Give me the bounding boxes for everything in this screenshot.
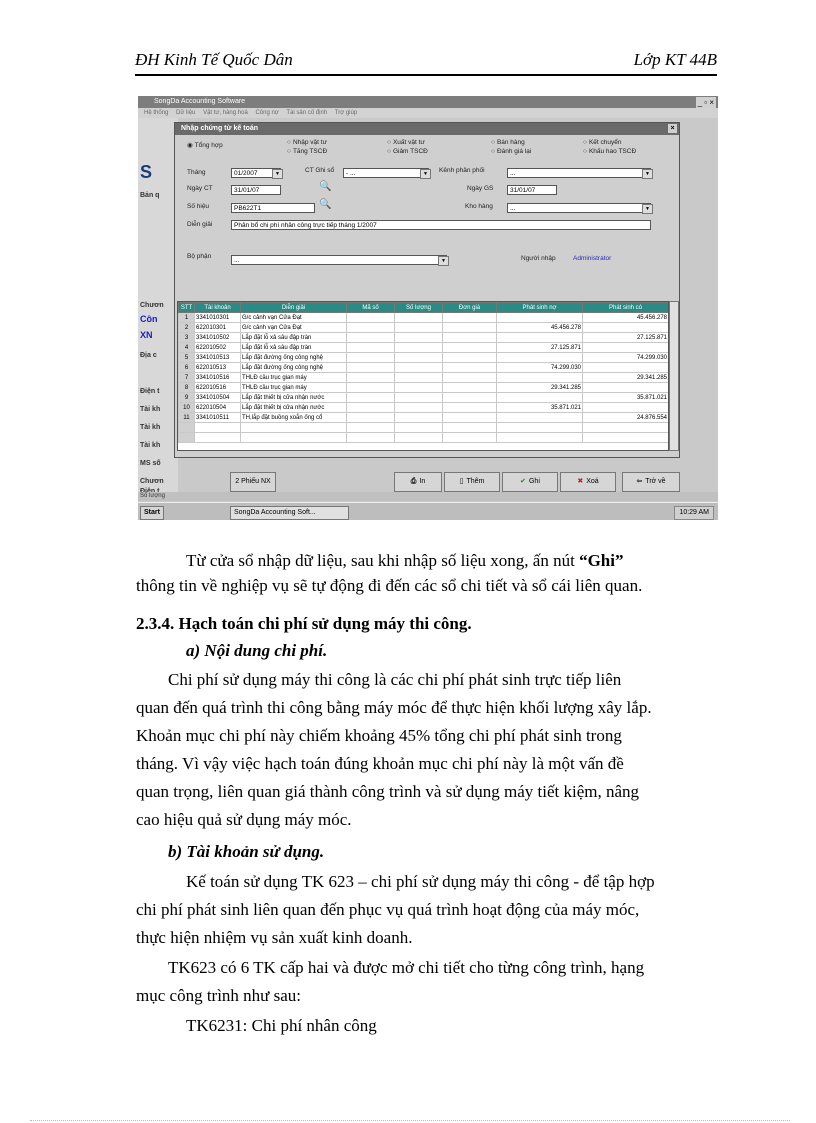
- bg-label: MS số: [140, 460, 161, 467]
- bg-label: XN: [140, 330, 153, 340]
- row-number[interactable]: 2: [179, 323, 195, 333]
- empty-row[interactable]: [179, 423, 669, 433]
- credit-cell[interactable]: [583, 363, 669, 373]
- label-nguoi-nhap: Người nhập: [521, 255, 556, 262]
- software-screenshot: [138, 96, 718, 520]
- p1-bold: “Ghi”: [579, 551, 624, 570]
- paragraph-line: TK623 có 6 TK cấp hai và được mở chi tiết cho từng công trình, hạng: [168, 958, 645, 977]
- subheading-b: b) Tài khoản sử dụng.: [168, 842, 325, 861]
- empty-cell[interactable]: [179, 423, 195, 433]
- page-header: [135, 48, 717, 76]
- entry-dialog: [174, 122, 680, 458]
- credit-cell[interactable]: [583, 383, 669, 393]
- so-hieu-input[interactable]: PB622T1: [231, 203, 315, 213]
- x-icon: ✖: [577, 478, 584, 485]
- column-header: Phát sinh nợ: [497, 303, 583, 313]
- label-bo-phan: Bộ phận: [187, 253, 212, 260]
- back-label: Trở về: [645, 478, 666, 485]
- row-number[interactable]: 10: [179, 403, 195, 413]
- description-cell[interactable]: Lắp đặt thiết bị cửa nhận nước: [241, 393, 347, 403]
- description-cell[interactable]: G/c cảnh vạn Cửa Đạt: [241, 323, 347, 333]
- new-doc-icon: ▯: [459, 478, 464, 485]
- quantity-cell[interactable]: [395, 413, 443, 423]
- price-cell[interactable]: [443, 403, 497, 413]
- bo-phan-select[interactable]: ...: [231, 255, 447, 265]
- chevron-down-icon[interactable]: ▼: [438, 256, 449, 266]
- subheading-a: a) Nội dung chi phí.: [186, 641, 328, 660]
- row-number[interactable]: 8: [179, 383, 195, 393]
- radio-ban-hang[interactable]: ○ Bán hàng: [491, 139, 525, 146]
- quantity-cell[interactable]: [395, 373, 443, 383]
- menu-bar: [138, 108, 718, 118]
- table-row[interactable]: [179, 363, 669, 373]
- button-row: [138, 472, 718, 494]
- debit-cell[interactable]: [497, 333, 583, 343]
- bg-label: Điện t: [140, 388, 160, 395]
- label-kho-hang: Kho hàng: [465, 203, 493, 210]
- paragraph-line: Khoản mục chi phí này chiếm khoảng 45% tổng chi phí phát sinh trong: [136, 726, 622, 745]
- credit-cell[interactable]: 24.876.554: [583, 413, 669, 423]
- chevron-down-icon[interactable]: ▼: [272, 169, 283, 179]
- table-row[interactable]: [179, 333, 669, 343]
- delete-button[interactable]: [560, 472, 616, 492]
- account-cell[interactable]: 3341010513: [195, 353, 241, 363]
- exit-icon: ⇦: [636, 478, 643, 485]
- code-cell[interactable]: [347, 393, 395, 403]
- dialog-title-bar: [175, 123, 679, 135]
- empty-cell[interactable]: [395, 423, 443, 433]
- empty-cell[interactable]: [347, 433, 395, 443]
- header-left: ĐH Kinh Tế Quốc Dân: [135, 50, 293, 69]
- chevron-down-icon[interactable]: ▼: [642, 204, 653, 214]
- price-cell[interactable]: [443, 393, 497, 403]
- label-thang: Tháng: [187, 169, 206, 176]
- empty-cell[interactable]: [241, 423, 347, 433]
- bg-label: Địa c: [140, 352, 157, 359]
- column-header: Số lượng: [395, 303, 443, 313]
- empty-cell[interactable]: [497, 433, 583, 443]
- chevron-down-icon[interactable]: ▼: [642, 169, 653, 179]
- quantity-cell[interactable]: [395, 383, 443, 393]
- delete-label: Xoá: [586, 478, 599, 485]
- empty-cell[interactable]: [443, 423, 497, 433]
- empty-row[interactable]: [179, 433, 669, 443]
- quantity-cell[interactable]: [395, 323, 443, 333]
- bg-logo-text: S: [140, 162, 153, 182]
- radio-giam-tscd[interactable]: ○ Giảm TSCĐ: [387, 148, 428, 155]
- code-cell[interactable]: [347, 373, 395, 383]
- quantity-cell[interactable]: [395, 343, 443, 353]
- label-dien-giai: Diễn giải: [187, 221, 213, 228]
- row-number[interactable]: 9: [179, 393, 195, 403]
- column-header: Tài khoản: [195, 303, 241, 313]
- ngay-gs-input[interactable]: 31/01/07: [507, 185, 557, 195]
- print-button[interactable]: [394, 472, 442, 492]
- quantity-cell[interactable]: [395, 403, 443, 413]
- kenh-phan-phoi-select[interactable]: ...: [507, 168, 651, 178]
- clock: 10:29 AM: [674, 506, 714, 520]
- empty-cell[interactable]: [195, 433, 241, 443]
- credit-cell[interactable]: [583, 343, 669, 353]
- price-cell[interactable]: [443, 333, 497, 343]
- table-row[interactable]: [179, 403, 669, 413]
- back-button[interactable]: [622, 472, 680, 492]
- account-cell[interactable]: 3341010504: [195, 393, 241, 403]
- ct-ghi-so-select[interactable]: - ...: [343, 168, 429, 178]
- account-cell[interactable]: 622010504: [195, 403, 241, 413]
- price-cell[interactable]: [443, 353, 497, 363]
- paragraph-line: mục công trình như sau:: [136, 986, 302, 1005]
- label-ngay-gs: Ngày GS: [467, 185, 494, 192]
- price-cell[interactable]: [443, 373, 497, 383]
- paragraph-line: thực hiện nhiệm vụ sản xuất kinh doanh.: [136, 928, 413, 947]
- printer-icon: ⎙: [410, 478, 417, 485]
- check-icon: ✔: [520, 478, 526, 485]
- window-controls[interactable]: _ ▫ ×: [697, 98, 714, 107]
- menu-item[interactable]: Vật tư, hàng hoá: [203, 110, 248, 116]
- label-kenh-phan-phoi: Kênh phân phối: [439, 167, 485, 174]
- table-row[interactable]: [179, 343, 669, 353]
- kho-hang-select[interactable]: ...: [507, 203, 651, 213]
- search-icon[interactable]: 🔍: [319, 199, 332, 210]
- debit-cell[interactable]: [497, 393, 583, 403]
- credit-cell[interactable]: 35.871.021: [583, 393, 669, 403]
- paragraph-line: quan trọng, liên quan giá thành công trình và sử dụng máy tiết kiệm, nâng: [136, 782, 640, 801]
- description-cell[interactable]: Lắp đặt đường ống công nghệ: [241, 353, 347, 363]
- empty-cell[interactable]: [395, 433, 443, 443]
- description-cell[interactable]: G/c cảnh vạn Cửa Đạt: [241, 313, 347, 323]
- ngay-ct-input[interactable]: 31/01/07: [231, 185, 281, 195]
- price-cell[interactable]: [443, 313, 497, 323]
- price-cell[interactable]: [443, 323, 497, 333]
- app-title: SongDa Accounting Software: [154, 98, 246, 105]
- print-label: In: [419, 478, 426, 485]
- start-button[interactable]: Start: [140, 506, 164, 520]
- empty-cell[interactable]: [583, 433, 669, 443]
- debit-cell[interactable]: [497, 353, 583, 363]
- empty-cell[interactable]: [241, 433, 347, 443]
- account-cell[interactable]: 3341010502: [195, 333, 241, 343]
- label-ct-ghi-so: CT Ghi sổ: [305, 167, 335, 174]
- paragraph-line: Kế toán sử dụng TK 623 – chi phí sử dụng máy thi công - để tập hợp: [186, 872, 655, 891]
- paragraph-line: [186, 551, 623, 571]
- bg-label: Chươn: [140, 302, 164, 309]
- credit-cell[interactable]: 45.456.278: [583, 313, 669, 323]
- debit-cell[interactable]: 27.125.871: [497, 343, 583, 353]
- menu-item[interactable]: Trợ giúp: [334, 110, 358, 116]
- nguoi-nhap-value: Administrator: [573, 255, 612, 262]
- chevron-down-icon[interactable]: ▼: [420, 169, 431, 179]
- empty-cell[interactable]: [443, 433, 497, 443]
- account-cell[interactable]: 622010301: [195, 323, 241, 333]
- paragraph-line: quan đến quá trình thi công bằng máy móc để thực hiện khối lượng xây lắp.: [136, 698, 652, 717]
- bg-label: Tài kh: [140, 406, 161, 413]
- dien-giai-input[interactable]: Phân bổ chi phí nhân công trực tiếp tháng 1/2007: [231, 220, 651, 230]
- menu-item[interactable]: Dữ liệu: [176, 110, 196, 116]
- label-so-hieu: Số hiệu: [187, 203, 210, 210]
- debit-cell[interactable]: [497, 313, 583, 323]
- radio-khau-hao[interactable]: ○ Khấu hao TSCĐ: [583, 148, 636, 155]
- menu-item[interactable]: Hệ thống: [144, 110, 169, 116]
- debit-cell[interactable]: 45.456.278: [497, 323, 583, 333]
- column-header: Diễn giải: [241, 303, 347, 313]
- table-row[interactable]: [179, 383, 669, 393]
- row-number[interactable]: 11: [179, 413, 195, 423]
- price-cell[interactable]: [443, 383, 497, 393]
- price-cell[interactable]: [443, 343, 497, 353]
- empty-cell[interactable]: [195, 423, 241, 433]
- empty-cell[interactable]: [497, 423, 583, 433]
- paragraph-line: thông tin về nghiệp vụ sẽ tự động đi đến các sổ chi tiết và sổ cái liên quan.: [136, 576, 643, 595]
- taskbar: [138, 502, 718, 520]
- credit-cell[interactable]: [583, 323, 669, 333]
- bg-label: Tài kh: [140, 442, 161, 449]
- description-cell[interactable]: Lắp đặt lỗ xả sâu đập tràn: [241, 333, 347, 343]
- row-number[interactable]: 1: [179, 313, 195, 323]
- column-header: Đơn giá: [443, 303, 497, 313]
- taskbar-item[interactable]: SongDa Accounting Soft...: [230, 506, 349, 520]
- paragraph-line: tháng. Vì vậy việc hạch toán đúng khoản mục chi phí này là một vấn đề: [136, 754, 624, 773]
- description-cell[interactable]: THLĐ cầu trục gian máy: [241, 383, 347, 393]
- add-label: Thêm: [466, 478, 485, 485]
- paragraph-line: TK6231: Chi phí nhân công: [186, 1016, 377, 1035]
- description-cell[interactable]: TH,lắp đặt buồng xoắn ống cổ: [241, 413, 347, 423]
- debit-cell[interactable]: [497, 413, 583, 423]
- row-number[interactable]: 4: [179, 343, 195, 353]
- p1-text: Từ cửa sổ nhập dữ liệu, sau khi nhập số liệu xong, ấn nút: [186, 551, 580, 570]
- quantity-cell[interactable]: [395, 363, 443, 373]
- radio-tang-tscd[interactable]: ○ Tăng TSCĐ: [287, 148, 327, 155]
- radio-nhap-vat-tu[interactable]: ○ Nhập vật tư: [287, 139, 327, 146]
- menu-item[interactable]: Công nợ: [255, 110, 279, 116]
- code-cell[interactable]: [347, 403, 395, 413]
- credit-cell[interactable]: 27.125.871: [583, 333, 669, 343]
- label-ngay-ct: Ngày CT: [187, 185, 213, 192]
- phieu-nx-button[interactable]: 2 Phiếu NX: [230, 472, 276, 492]
- quantity-cell[interactable]: [395, 313, 443, 323]
- radio-tong-hop[interactable]: ◉ Tổng hợp: [187, 141, 223, 149]
- paragraph-line: chi phí phát sinh liên quan đến phục vụ quá trình hoạt động của máy móc,: [136, 900, 640, 919]
- search-icon[interactable]: 🔍: [319, 181, 332, 192]
- credit-cell[interactable]: 74.299.030: [583, 353, 669, 363]
- code-cell[interactable]: [347, 363, 395, 373]
- background-panel: [138, 118, 178, 498]
- debit-cell[interactable]: 29.341.285: [497, 383, 583, 393]
- description-cell[interactable]: Lắp đặt đường ống công nghệ: [241, 363, 347, 373]
- debit-cell[interactable]: 35.871.021: [497, 403, 583, 413]
- radio-danh-gia-lai[interactable]: ○ Đánh giá lại: [491, 148, 531, 155]
- code-cell[interactable]: [347, 413, 395, 423]
- footer-divider: [30, 1120, 790, 1121]
- table-row[interactable]: [179, 323, 669, 333]
- paragraph-line: cao hiệu quả sử dụng máy móc.: [136, 810, 352, 829]
- bg-label: Tài kh: [140, 424, 161, 431]
- table-row[interactable]: [179, 373, 669, 383]
- account-cell[interactable]: 622010502: [195, 343, 241, 353]
- quantity-cell[interactable]: [395, 333, 443, 343]
- code-cell[interactable]: [347, 333, 395, 343]
- bg-label: Côn: [140, 314, 158, 324]
- empty-cell[interactable]: [583, 423, 669, 433]
- radio-ket-chuyen[interactable]: ○ Kết chuyển: [583, 139, 621, 146]
- bg-label: Bản q: [140, 192, 160, 199]
- column-header: Mã số: [347, 303, 395, 313]
- table-row[interactable]: [179, 413, 669, 423]
- credit-cell[interactable]: [583, 403, 669, 413]
- table-row[interactable]: [179, 353, 669, 363]
- close-icon[interactable]: ×: [668, 124, 677, 133]
- row-number[interactable]: 6: [179, 363, 195, 373]
- code-cell[interactable]: [347, 383, 395, 393]
- account-cell[interactable]: 3341010516: [195, 373, 241, 383]
- header-right: Lớp KT 44B: [633, 50, 717, 69]
- bg-label: Chươn: [140, 478, 164, 485]
- save-label: Ghi: [528, 478, 540, 485]
- save-button[interactable]: [502, 472, 558, 492]
- price-cell[interactable]: [443, 413, 497, 423]
- column-header: STT: [179, 303, 195, 313]
- dialog-title: Nhập chứng từ kế toán: [181, 125, 259, 132]
- account-cell[interactable]: 3341010301: [195, 313, 241, 323]
- menu-item[interactable]: Tài sản cố định: [286, 110, 328, 116]
- row-number[interactable]: 7: [179, 373, 195, 383]
- debit-cell[interactable]: [497, 373, 583, 383]
- radio-xuat-vat-tu[interactable]: ○ Xuất vật tư: [387, 139, 425, 146]
- app-title-bar: [138, 96, 718, 108]
- add-button[interactable]: [444, 472, 500, 492]
- status-bar: Số lượng: [138, 492, 718, 501]
- grid-scrollbar[interactable]: [669, 301, 679, 451]
- entry-grid: [177, 301, 669, 451]
- row-number[interactable]: 3: [179, 333, 195, 343]
- credit-cell[interactable]: 29.341.285: [583, 373, 669, 383]
- code-cell[interactable]: [347, 353, 395, 363]
- description-cell[interactable]: Lắp đặt thiết bị cửa nhận nước: [241, 403, 347, 413]
- paragraph-line: Chi phí sử dụng máy thi công là các chi phí phát sinh trực tiếp liên: [168, 670, 622, 689]
- account-cell[interactable]: 622010513: [195, 363, 241, 373]
- description-cell[interactable]: Lắp đặt lỗ xả sâu đập tràn: [241, 343, 347, 353]
- table-row[interactable]: [179, 313, 669, 323]
- code-cell[interactable]: [347, 313, 395, 323]
- account-cell[interactable]: 622010516: [195, 383, 241, 393]
- empty-cell[interactable]: [347, 423, 395, 433]
- column-header: Phát sinh có: [583, 303, 669, 313]
- code-cell[interactable]: [347, 343, 395, 353]
- thang-select[interactable]: 01/2007: [231, 168, 281, 178]
- account-cell[interactable]: 3341010511: [195, 413, 241, 423]
- quantity-cell[interactable]: [395, 393, 443, 403]
- description-cell[interactable]: THLĐ cầu trục gian máy: [241, 373, 347, 383]
- section-heading: 2.3.4. Hạch toán chi phí sử dụng máy thi công.: [136, 614, 472, 633]
- empty-cell[interactable]: [179, 433, 195, 443]
- debit-cell[interactable]: 74.299.030: [497, 363, 583, 373]
- price-cell[interactable]: [443, 363, 497, 373]
- quantity-cell[interactable]: [395, 353, 443, 363]
- row-number[interactable]: 5: [179, 353, 195, 363]
- code-cell[interactable]: [347, 323, 395, 333]
- table-row[interactable]: [179, 393, 669, 403]
